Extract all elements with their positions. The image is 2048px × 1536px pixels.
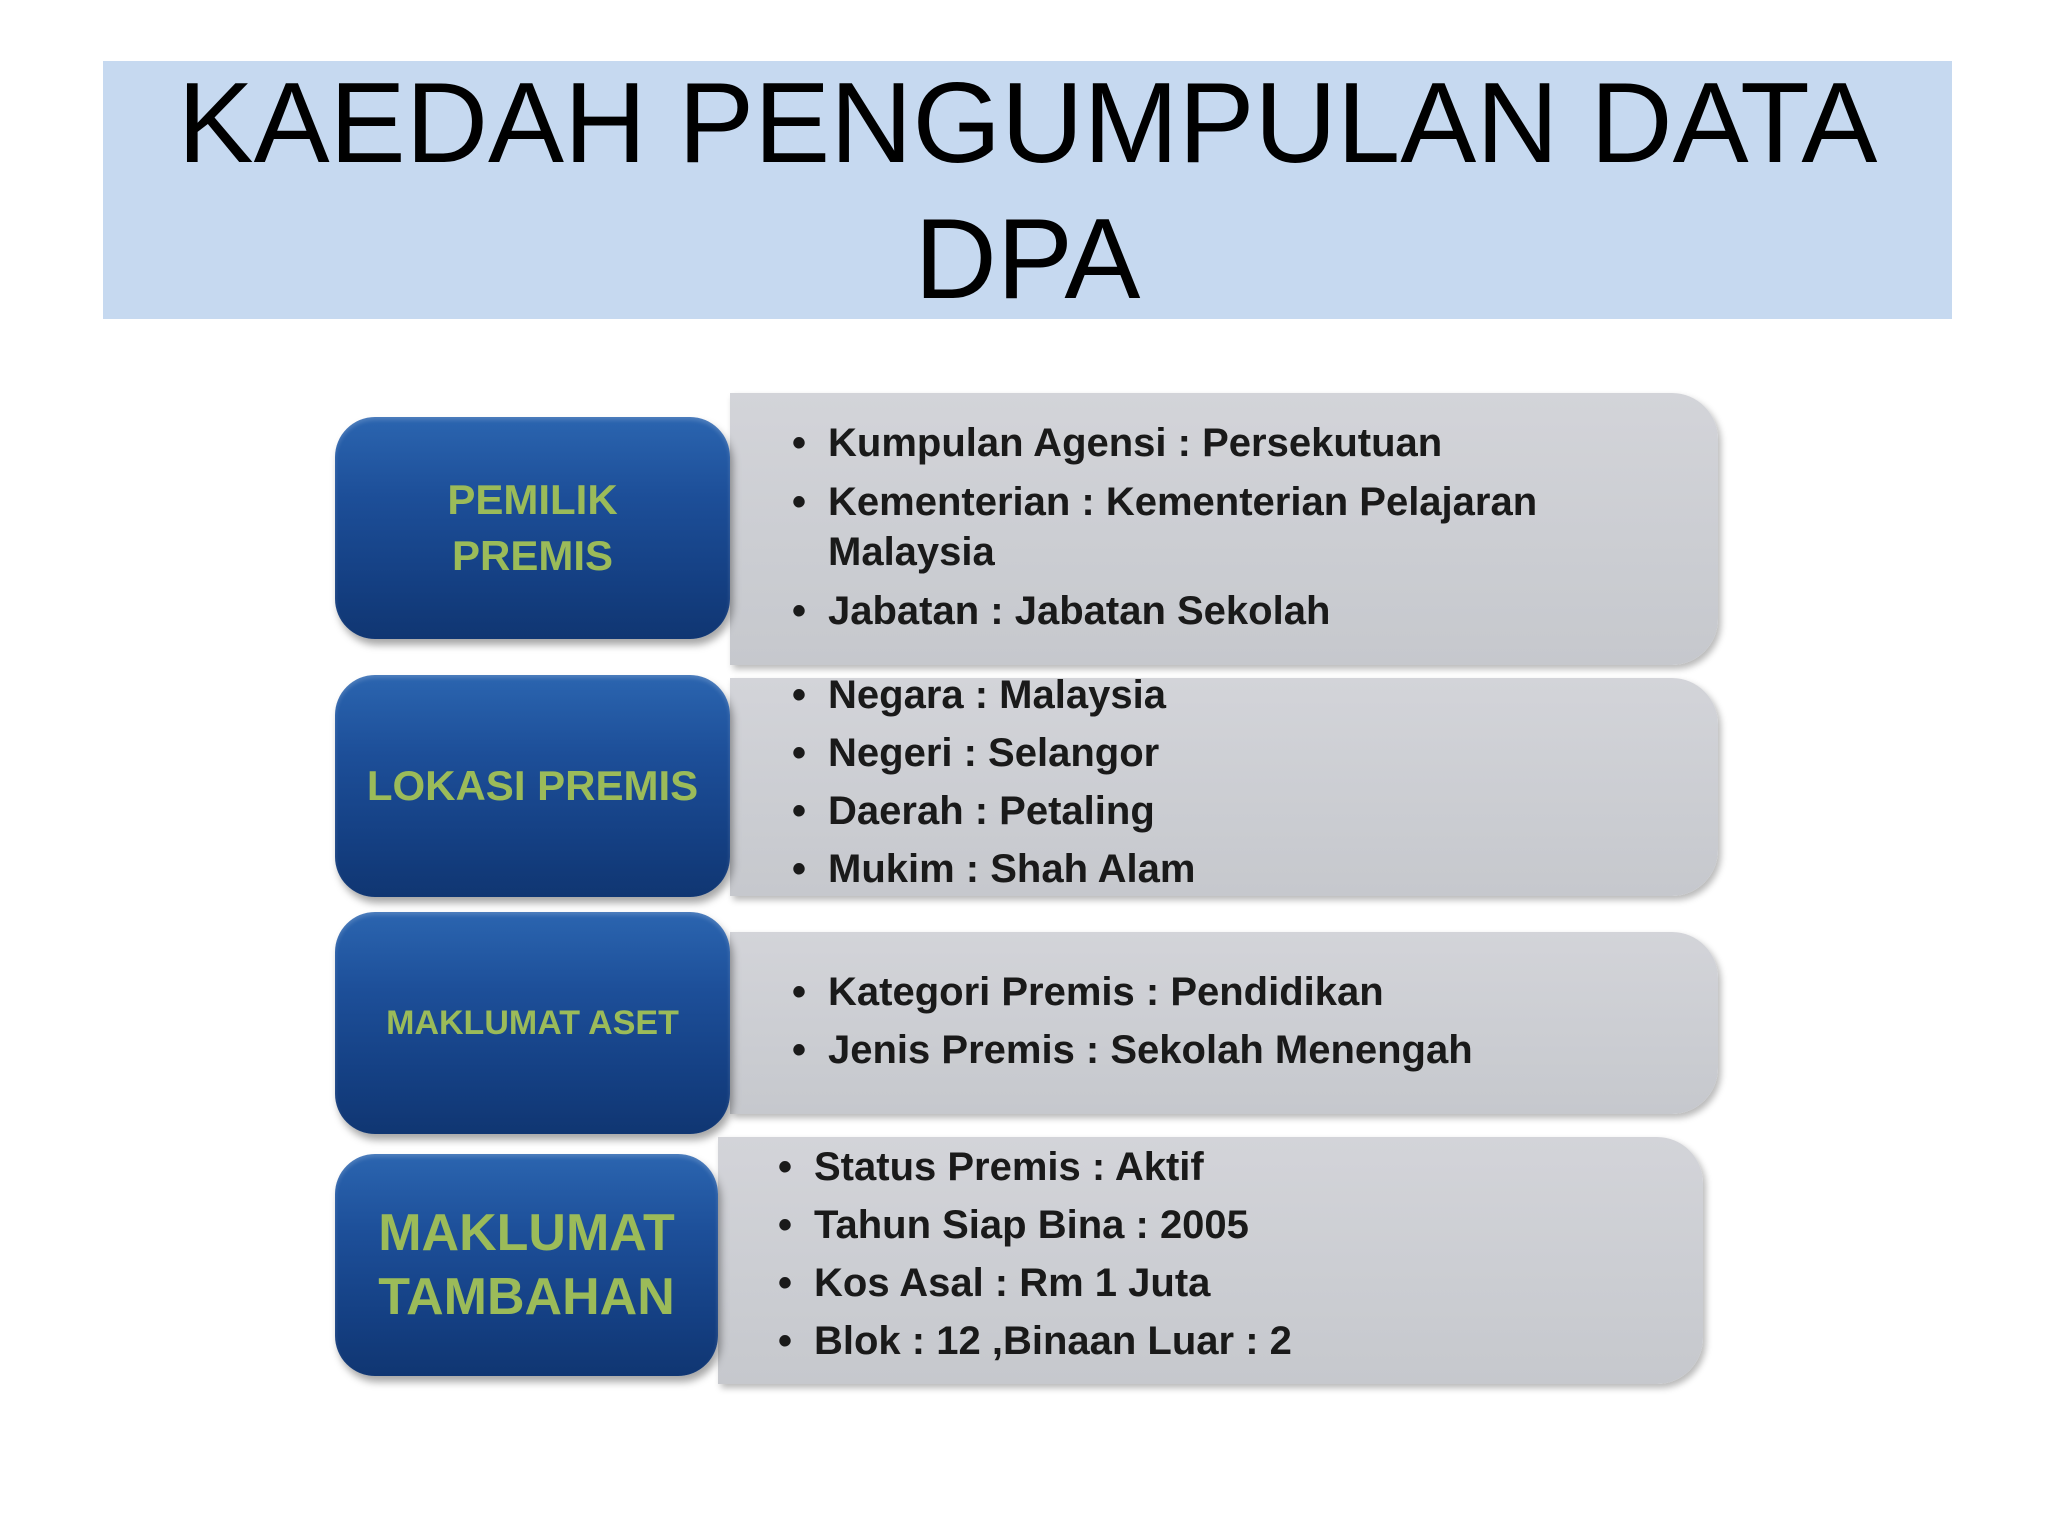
box-lokasi-premis bbox=[335, 675, 730, 897]
maklumat-tambahan-list bbox=[778, 1142, 1678, 1366]
list-item: • Kos Asal : Rm 1 Juta bbox=[778, 1258, 1678, 1308]
list-item: • Kementerian : Kementerian Pelajaran Malaysia bbox=[792, 477, 1588, 577]
maklumat-aset-list bbox=[792, 967, 1692, 1075]
list-item: • Status Premis : Aktif bbox=[778, 1142, 1678, 1192]
list-item: • Daerah : Petaling bbox=[792, 786, 1692, 836]
box-label: LOKASI PREMIS bbox=[366, 762, 699, 809]
box-label: MAKLUMAT ASET bbox=[386, 1004, 679, 1042]
box-maklumat-aset bbox=[335, 912, 730, 1134]
list-item: • Blok : 12 ,Binaan Luar : 2 bbox=[778, 1316, 1678, 1366]
list-item: • Mukim : Shah Alam bbox=[792, 844, 1692, 894]
panel-lokasi-premis bbox=[730, 673, 1718, 896]
title-banner bbox=[103, 60, 1952, 323]
list-item: • Tahun Siap Bina : 2005 bbox=[778, 1200, 1678, 1250]
list-item: • Kumpulan Agensi : Persekutuan bbox=[792, 418, 1692, 468]
box-label: MAKLUMAT TAMBAHAN bbox=[378, 1204, 675, 1326]
lokasi-premis-list bbox=[792, 670, 1692, 894]
list-item: • Jabatan : Jabatan Sekolah bbox=[792, 586, 1692, 636]
list-item: • Negeri : Selangor bbox=[792, 728, 1692, 778]
panel-maklumat-tambahan bbox=[718, 1137, 1703, 1384]
box-maklumat-tambahan bbox=[335, 1154, 718, 1376]
list-item: • Jenis Premis : Sekolah Menengah bbox=[792, 1025, 1692, 1075]
box-pemilik-premis bbox=[335, 417, 730, 639]
page-title: KAEDAH PENGUMPULAN DATA DPA bbox=[177, 60, 1878, 323]
pemilik-premis-list bbox=[792, 418, 1692, 636]
panel-pemilik-premis bbox=[730, 393, 1718, 665]
list-item: • Negara : Malaysia bbox=[792, 670, 1692, 720]
box-label: PEMILIK PREMIS bbox=[447, 476, 618, 579]
panel-maklumat-aset bbox=[730, 932, 1718, 1114]
list-item: • Kategori Premis : Pendidikan bbox=[792, 967, 1692, 1017]
